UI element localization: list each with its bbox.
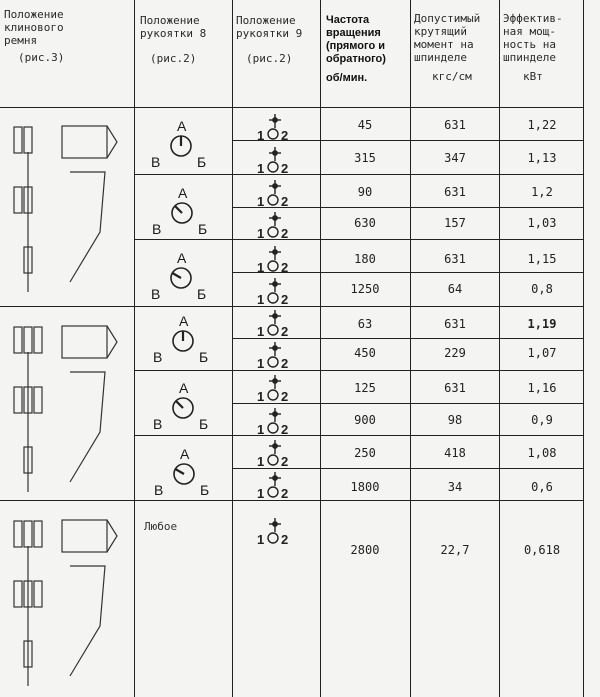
- motor-shaft: [107, 520, 117, 552]
- switch-ring: [268, 129, 278, 139]
- torque-cell: 418: [444, 446, 466, 460]
- power-cell: 1,16: [527, 381, 557, 395]
- headstock-body: [70, 566, 105, 676]
- dial-position-label: Б: [199, 349, 209, 365]
- switch-position-label: 1: [257, 260, 265, 275]
- switch-position-label: 1: [257, 194, 265, 209]
- switch-knob: [273, 282, 277, 286]
- switch-position-label: 2: [281, 356, 289, 371]
- switch-position-label: 2: [281, 260, 289, 275]
- switch-ring: [268, 423, 278, 433]
- speed-cell: 45: [357, 118, 373, 132]
- spindle-pulley: [14, 187, 22, 213]
- header-handle-9: Положение рукоятки 9 (рис.2): [236, 14, 303, 65]
- dial-position-label: А: [179, 313, 189, 329]
- switch-position-label: 2: [281, 161, 289, 176]
- power-cell: 0,6: [531, 480, 553, 494]
- switch-knob: [273, 184, 277, 188]
- switch-ring: [268, 227, 278, 237]
- speed-cell: 180: [354, 252, 376, 266]
- dial-pointer: [172, 273, 181, 278]
- spindle-pulley: [34, 387, 42, 413]
- motor-pulley: [24, 127, 32, 153]
- power-cell: 1,03: [527, 216, 557, 230]
- switch-ring: [268, 195, 278, 205]
- header-power: Эффектив- ная мощ- ность на шпинделе кВт: [503, 12, 563, 83]
- torque-cell: 347: [444, 151, 466, 165]
- switch-knob: [273, 151, 277, 155]
- switch-position-label: 2: [281, 128, 289, 143]
- motor-pulley: [14, 327, 22, 353]
- switch-position-label: 1: [257, 422, 265, 437]
- header-torque: Допустимый крутящий момент на шпинделе кгс/см: [414, 12, 481, 83]
- speed-cell: 125: [354, 381, 376, 395]
- speed-cell: 1800: [350, 480, 380, 494]
- power-cell: 1,2: [531, 185, 553, 199]
- switch-knob: [273, 346, 277, 350]
- motor-shaft: [107, 326, 117, 358]
- dial-position-label: В: [152, 221, 162, 237]
- switch-position-label: 2: [281, 389, 289, 404]
- switch-position-label: 2: [281, 324, 289, 339]
- dial-position-label: В: [151, 154, 161, 170]
- torque-cell: 229: [444, 346, 466, 360]
- switch-ring: [268, 261, 278, 271]
- switch-knob: [273, 216, 277, 220]
- motor-pulley: [24, 521, 32, 547]
- dial-pointer: [176, 401, 183, 408]
- switch-position-label: 1: [257, 161, 265, 176]
- switch-ring: [268, 293, 278, 303]
- dial-position-label: В: [151, 286, 161, 302]
- switch-position-label: 2: [281, 292, 289, 307]
- switch-knob: [273, 476, 277, 480]
- switch-ring: [268, 390, 278, 400]
- switch-knob: [273, 250, 277, 254]
- dial-position-label: Б: [198, 221, 208, 237]
- torque-cell: 631: [444, 252, 466, 266]
- motor-pulley: [34, 327, 42, 353]
- switch-knob: [273, 118, 277, 122]
- switch-position-label: 1: [257, 389, 265, 404]
- motor-pulley: [14, 521, 22, 547]
- power-cell: 1,22: [527, 118, 557, 132]
- motor-pulley: [34, 521, 42, 547]
- dial-pointer: [175, 206, 182, 213]
- dial-position-label: Б: [197, 154, 207, 170]
- header-belt: Положение клинового ремня (рис.3): [4, 8, 65, 64]
- speed-cell: 315: [354, 151, 376, 165]
- torque-cell: 22,7: [440, 543, 470, 557]
- power-cell: 0,8: [531, 282, 553, 296]
- dial-pointer: [175, 469, 184, 474]
- dial-position-label: Б: [197, 286, 207, 302]
- power-cell: 1,15: [527, 252, 557, 266]
- any-position-label: Любое: [144, 520, 178, 533]
- power-cell: 1,13: [527, 151, 557, 165]
- speed-cell: 250: [354, 446, 376, 460]
- spindle-pulley: [34, 581, 42, 607]
- power-cell: 0,618: [523, 543, 561, 557]
- spindle-pulley: [14, 387, 22, 413]
- switch-ring: [268, 533, 278, 543]
- switch-position-label: 1: [257, 356, 265, 371]
- switch-position-label: 1: [257, 226, 265, 241]
- switch-knob: [273, 412, 277, 416]
- switch-ring: [268, 487, 278, 497]
- headstock-body: [70, 172, 105, 282]
- power-cell: 1,07: [527, 346, 557, 360]
- dial-position-label: А: [177, 250, 187, 266]
- switch-position-label: 2: [281, 226, 289, 241]
- motor-body: [62, 126, 107, 158]
- dial-position-label: А: [177, 118, 187, 134]
- switch-knob: [273, 522, 277, 526]
- torque-cell: 98: [447, 413, 463, 427]
- power-cell: 1,08: [527, 446, 557, 460]
- switch-position-label: 2: [281, 422, 289, 437]
- dial-position-label: Б: [200, 482, 210, 498]
- speed-cell: 90: [357, 185, 373, 199]
- dial-position-label: В: [153, 416, 163, 432]
- power-cell: 0,9: [531, 413, 553, 427]
- motor-pulley: [14, 127, 22, 153]
- torque-cell: 157: [444, 216, 466, 230]
- motor-body: [62, 326, 107, 358]
- torque-cell: 631: [444, 118, 466, 132]
- dial-position-label: А: [180, 446, 190, 462]
- switch-position-label: 1: [257, 486, 265, 501]
- motor-shaft: [107, 126, 117, 158]
- switch-position-label: 1: [257, 128, 265, 143]
- switch-knob: [273, 314, 277, 318]
- torque-cell: 631: [444, 317, 466, 331]
- switch-ring: [268, 455, 278, 465]
- switch-position-label: 1: [257, 324, 265, 339]
- speed-cell: 1250: [350, 282, 380, 296]
- motor-body: [62, 520, 107, 552]
- dial-position-label: А: [179, 380, 189, 396]
- speed-cell: 2800: [350, 543, 380, 557]
- headstock-body: [70, 372, 105, 482]
- torque-cell: 64: [447, 282, 463, 296]
- switch-ring: [268, 357, 278, 367]
- power-cell: 1,19: [527, 317, 557, 331]
- speed-cell: 900: [354, 413, 376, 427]
- switch-position-label: 1: [257, 532, 265, 547]
- switch-position-label: 2: [281, 532, 289, 547]
- header-handle-8: Положение рукоятки 8 (рис.2): [140, 14, 207, 65]
- switch-position-label: 2: [281, 194, 289, 209]
- dial-position-label: В: [153, 349, 163, 365]
- motor-pulley: [24, 327, 32, 353]
- spindle-pulley: [14, 581, 22, 607]
- switch-knob: [273, 379, 277, 383]
- switch-position-label: 2: [281, 486, 289, 501]
- torque-cell: 34: [447, 480, 463, 494]
- torque-cell: 631: [444, 185, 466, 199]
- switch-ring: [268, 162, 278, 172]
- switch-position-label: 2: [281, 454, 289, 469]
- speed-cell: 450: [354, 346, 376, 360]
- dial-position-label: В: [154, 482, 164, 498]
- dial-position-label: А: [178, 185, 188, 201]
- speed-cell: 630: [354, 216, 376, 230]
- switch-position-label: 1: [257, 454, 265, 469]
- dial-position-label: Б: [199, 416, 209, 432]
- switch-position-label: 1: [257, 292, 265, 307]
- torque-cell: 631: [444, 381, 466, 395]
- header-speed: Частота вращения (прямого и обратного) об/мин.: [326, 14, 386, 84]
- switch-ring: [268, 325, 278, 335]
- speed-cell: 63: [357, 317, 373, 331]
- switch-knob: [273, 444, 277, 448]
